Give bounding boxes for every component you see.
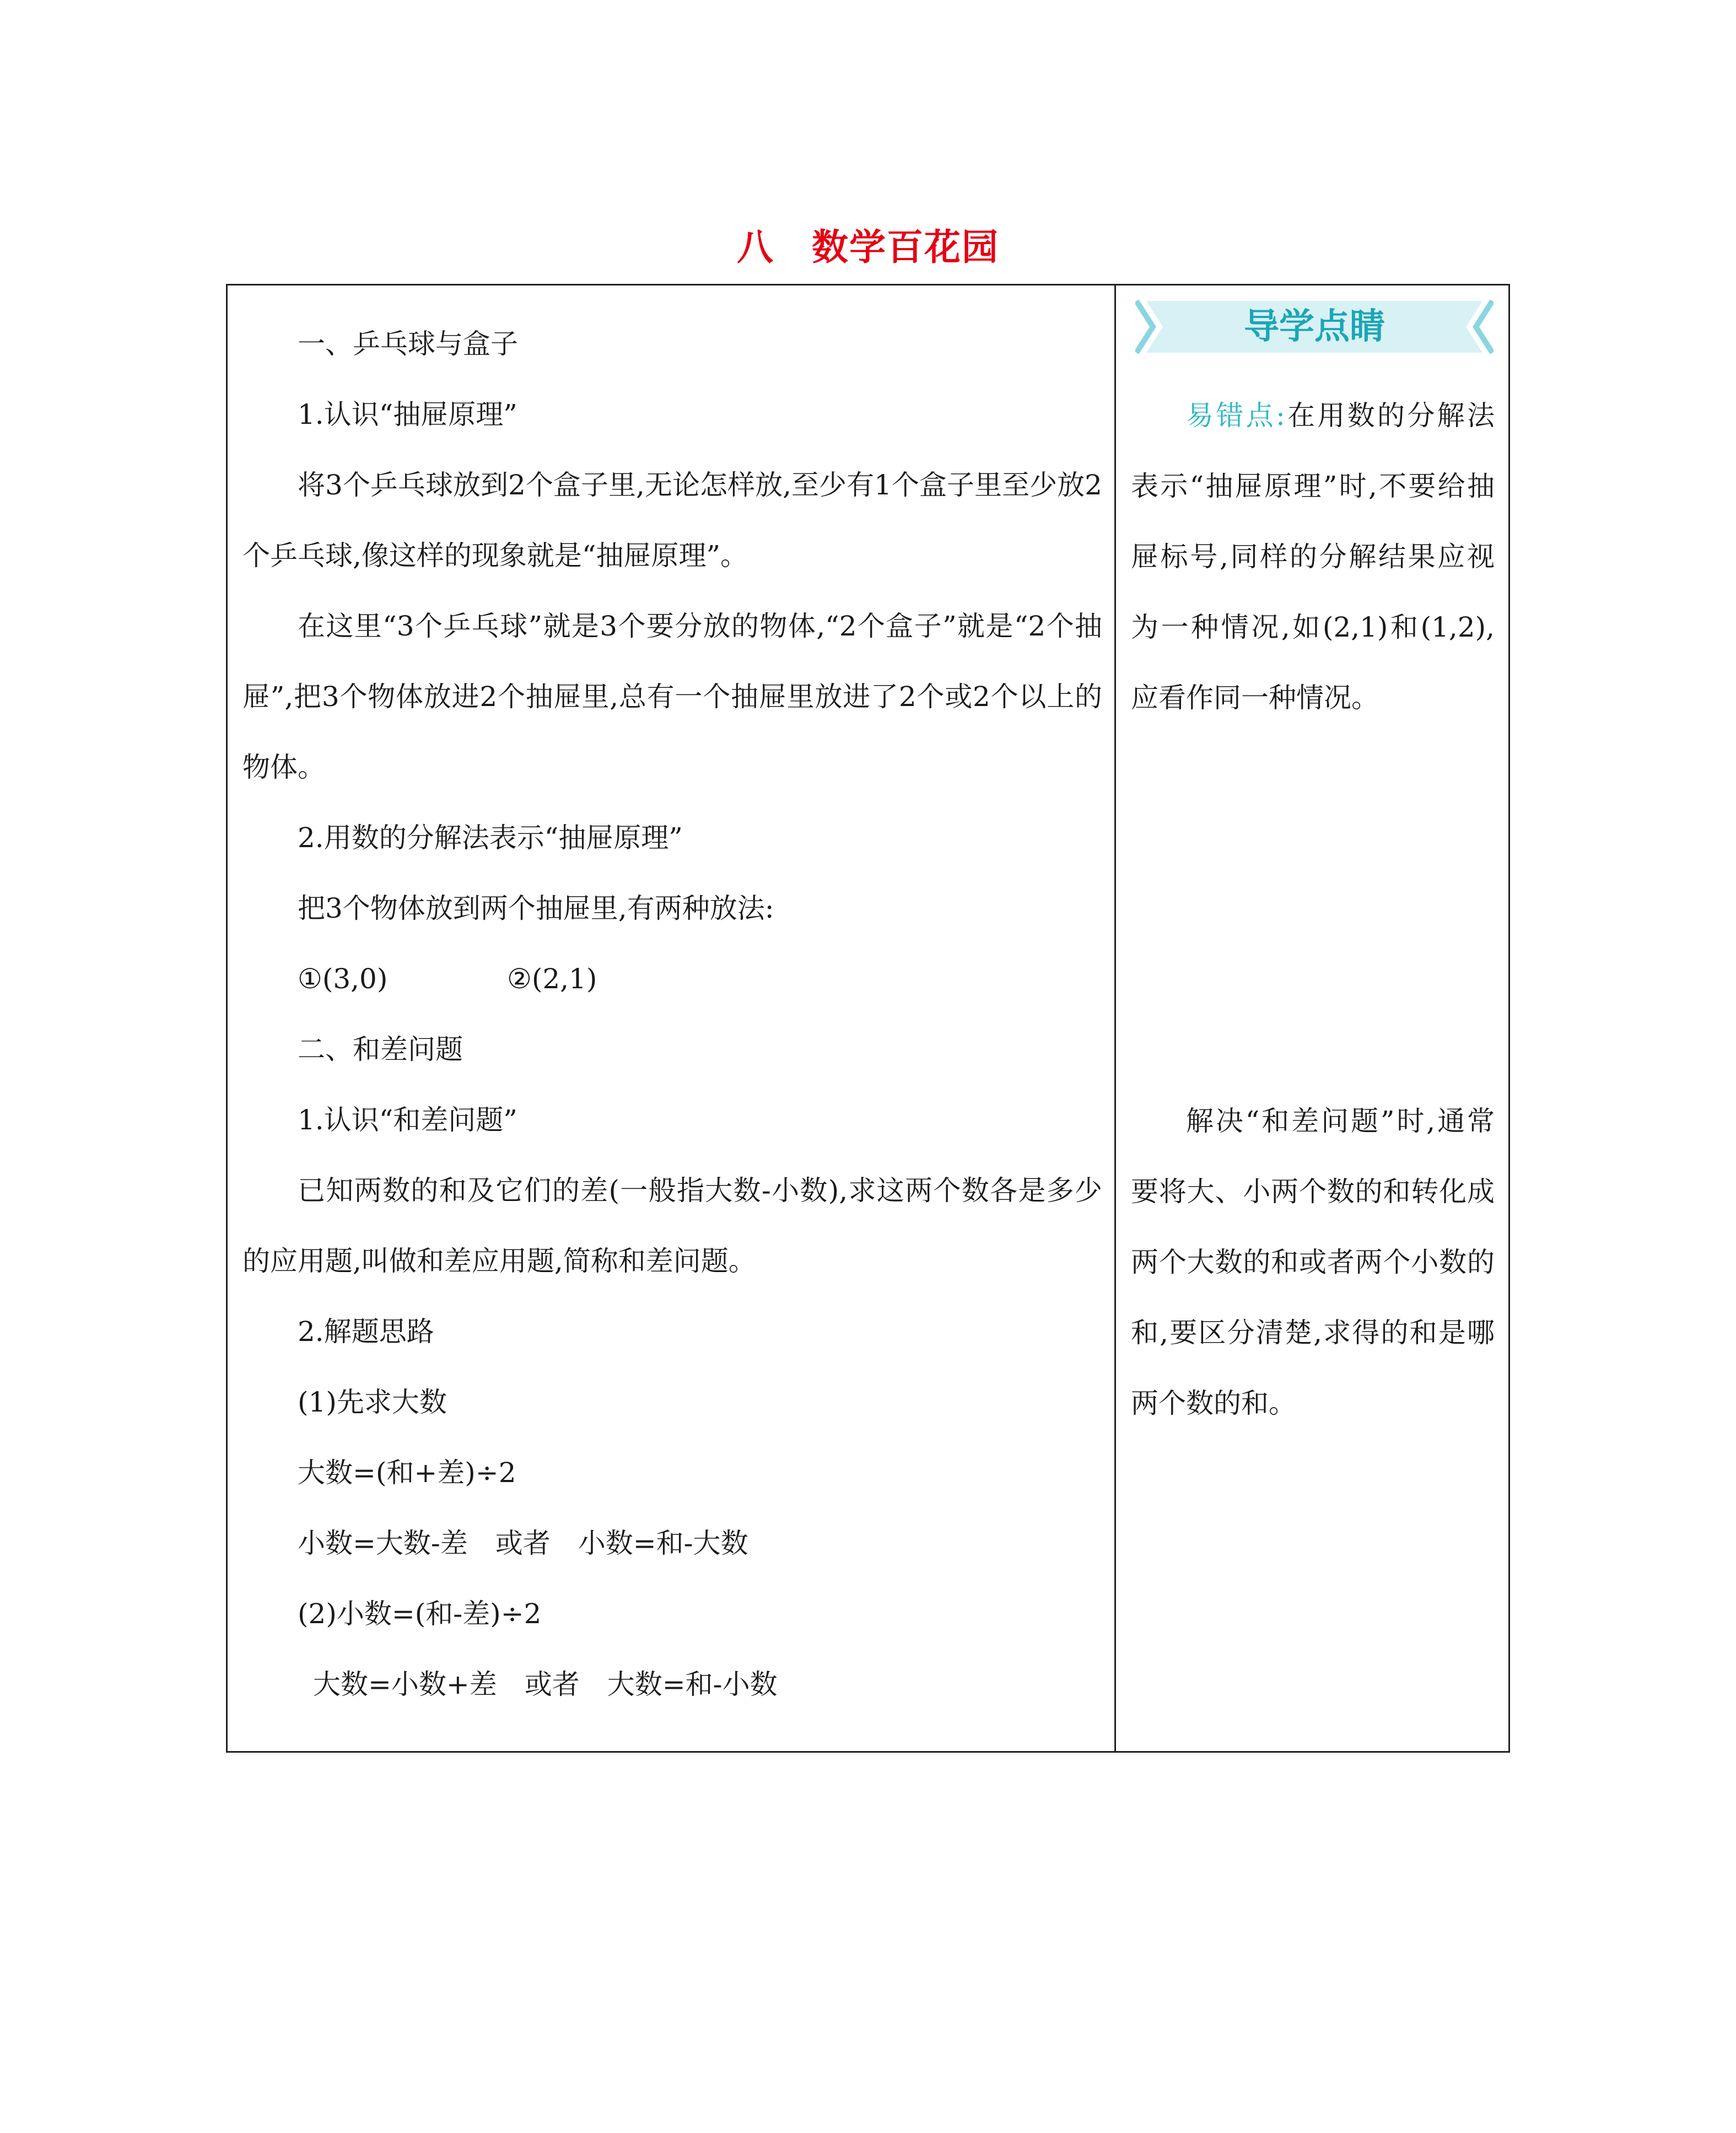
formula-large: 大数=(和+差)÷2 (298, 1457, 516, 1489)
tip-text: 在用数的分解法表示“抽屉原理”时,不要给抽屉标号,同样的分解结果应视为一种情况,如(2,1)和(1,2), 应看作同一种情况。 (1131, 400, 1495, 714)
subheading-1-1: 1.认识“抽屉原理” (298, 398, 517, 430)
tip-sum-difference (1131, 1086, 1495, 1439)
tip-error-prone (1131, 380, 1495, 733)
tip-error-paragraph (1131, 380, 1495, 733)
paragraph-drawer-principle: 将3个乒乓球放到2个盒子里,无论怎样放,至少有1个盒子里至少放2个乒乓球,像这样的现象就是“抽屉原理”。 (242, 469, 1102, 572)
guide-banner (1135, 297, 1494, 357)
formula-small: 小数=大数-差 或者 小数=和-大数 (298, 1527, 748, 1559)
column-divider (1114, 284, 1116, 1753)
subheading-2-1: 1.认识“和差问题” (298, 1104, 517, 1136)
subheading-1-2: 2.用数的分解法表示“抽屉原理” (298, 822, 683, 854)
option-1: ①(3,0) (298, 963, 388, 995)
tip-sum-difference-text: 解决“和差问题”时,通常要将大、小两个数的和转化成两个大数的和或者两个小数的和,要区分清楚,求得的和是哪两个数的和。 (1131, 1105, 1495, 1419)
method-1-heading: (1)先求大数 (298, 1386, 447, 1418)
option-2: ②(2,1) (507, 963, 597, 995)
main-column (242, 309, 1102, 1720)
section-heading-1: 一、乒乓球与盒子 (298, 328, 518, 360)
paragraph-drawer-example: 在这里“3个乒乓球”就是3个要分放的物体,“2个盒子”就是“2个抽屉”,把3个物体放进2个抽屉里,总有一个抽屉里放进了2个或2个以上的物体。 (242, 610, 1102, 783)
formula-large-2: 大数=小数+差 或者 大数=和-小数 (313, 1668, 778, 1700)
tip-label: 易错点: (1186, 400, 1285, 432)
paragraph-two-ways: 把3个物体放到两个抽屉里,有两种放法: (298, 892, 774, 924)
section-heading-2: 二、和差问题 (298, 1033, 463, 1065)
banner-title: 导学点睛 (1244, 306, 1385, 347)
method-2-heading: (2)小数=(和-差)÷2 (298, 1598, 542, 1630)
paragraph-sum-difference: 已知两数的和及它们的差(一般指大数-小数),求这两个数各是多少的应用题,叫做和差应用题,简称和差问题。 (242, 1175, 1102, 1277)
options-line (242, 944, 1102, 1014)
page-title: 八 数学百花园 (737, 225, 999, 268)
subheading-2-2: 2.解题思路 (298, 1316, 434, 1348)
